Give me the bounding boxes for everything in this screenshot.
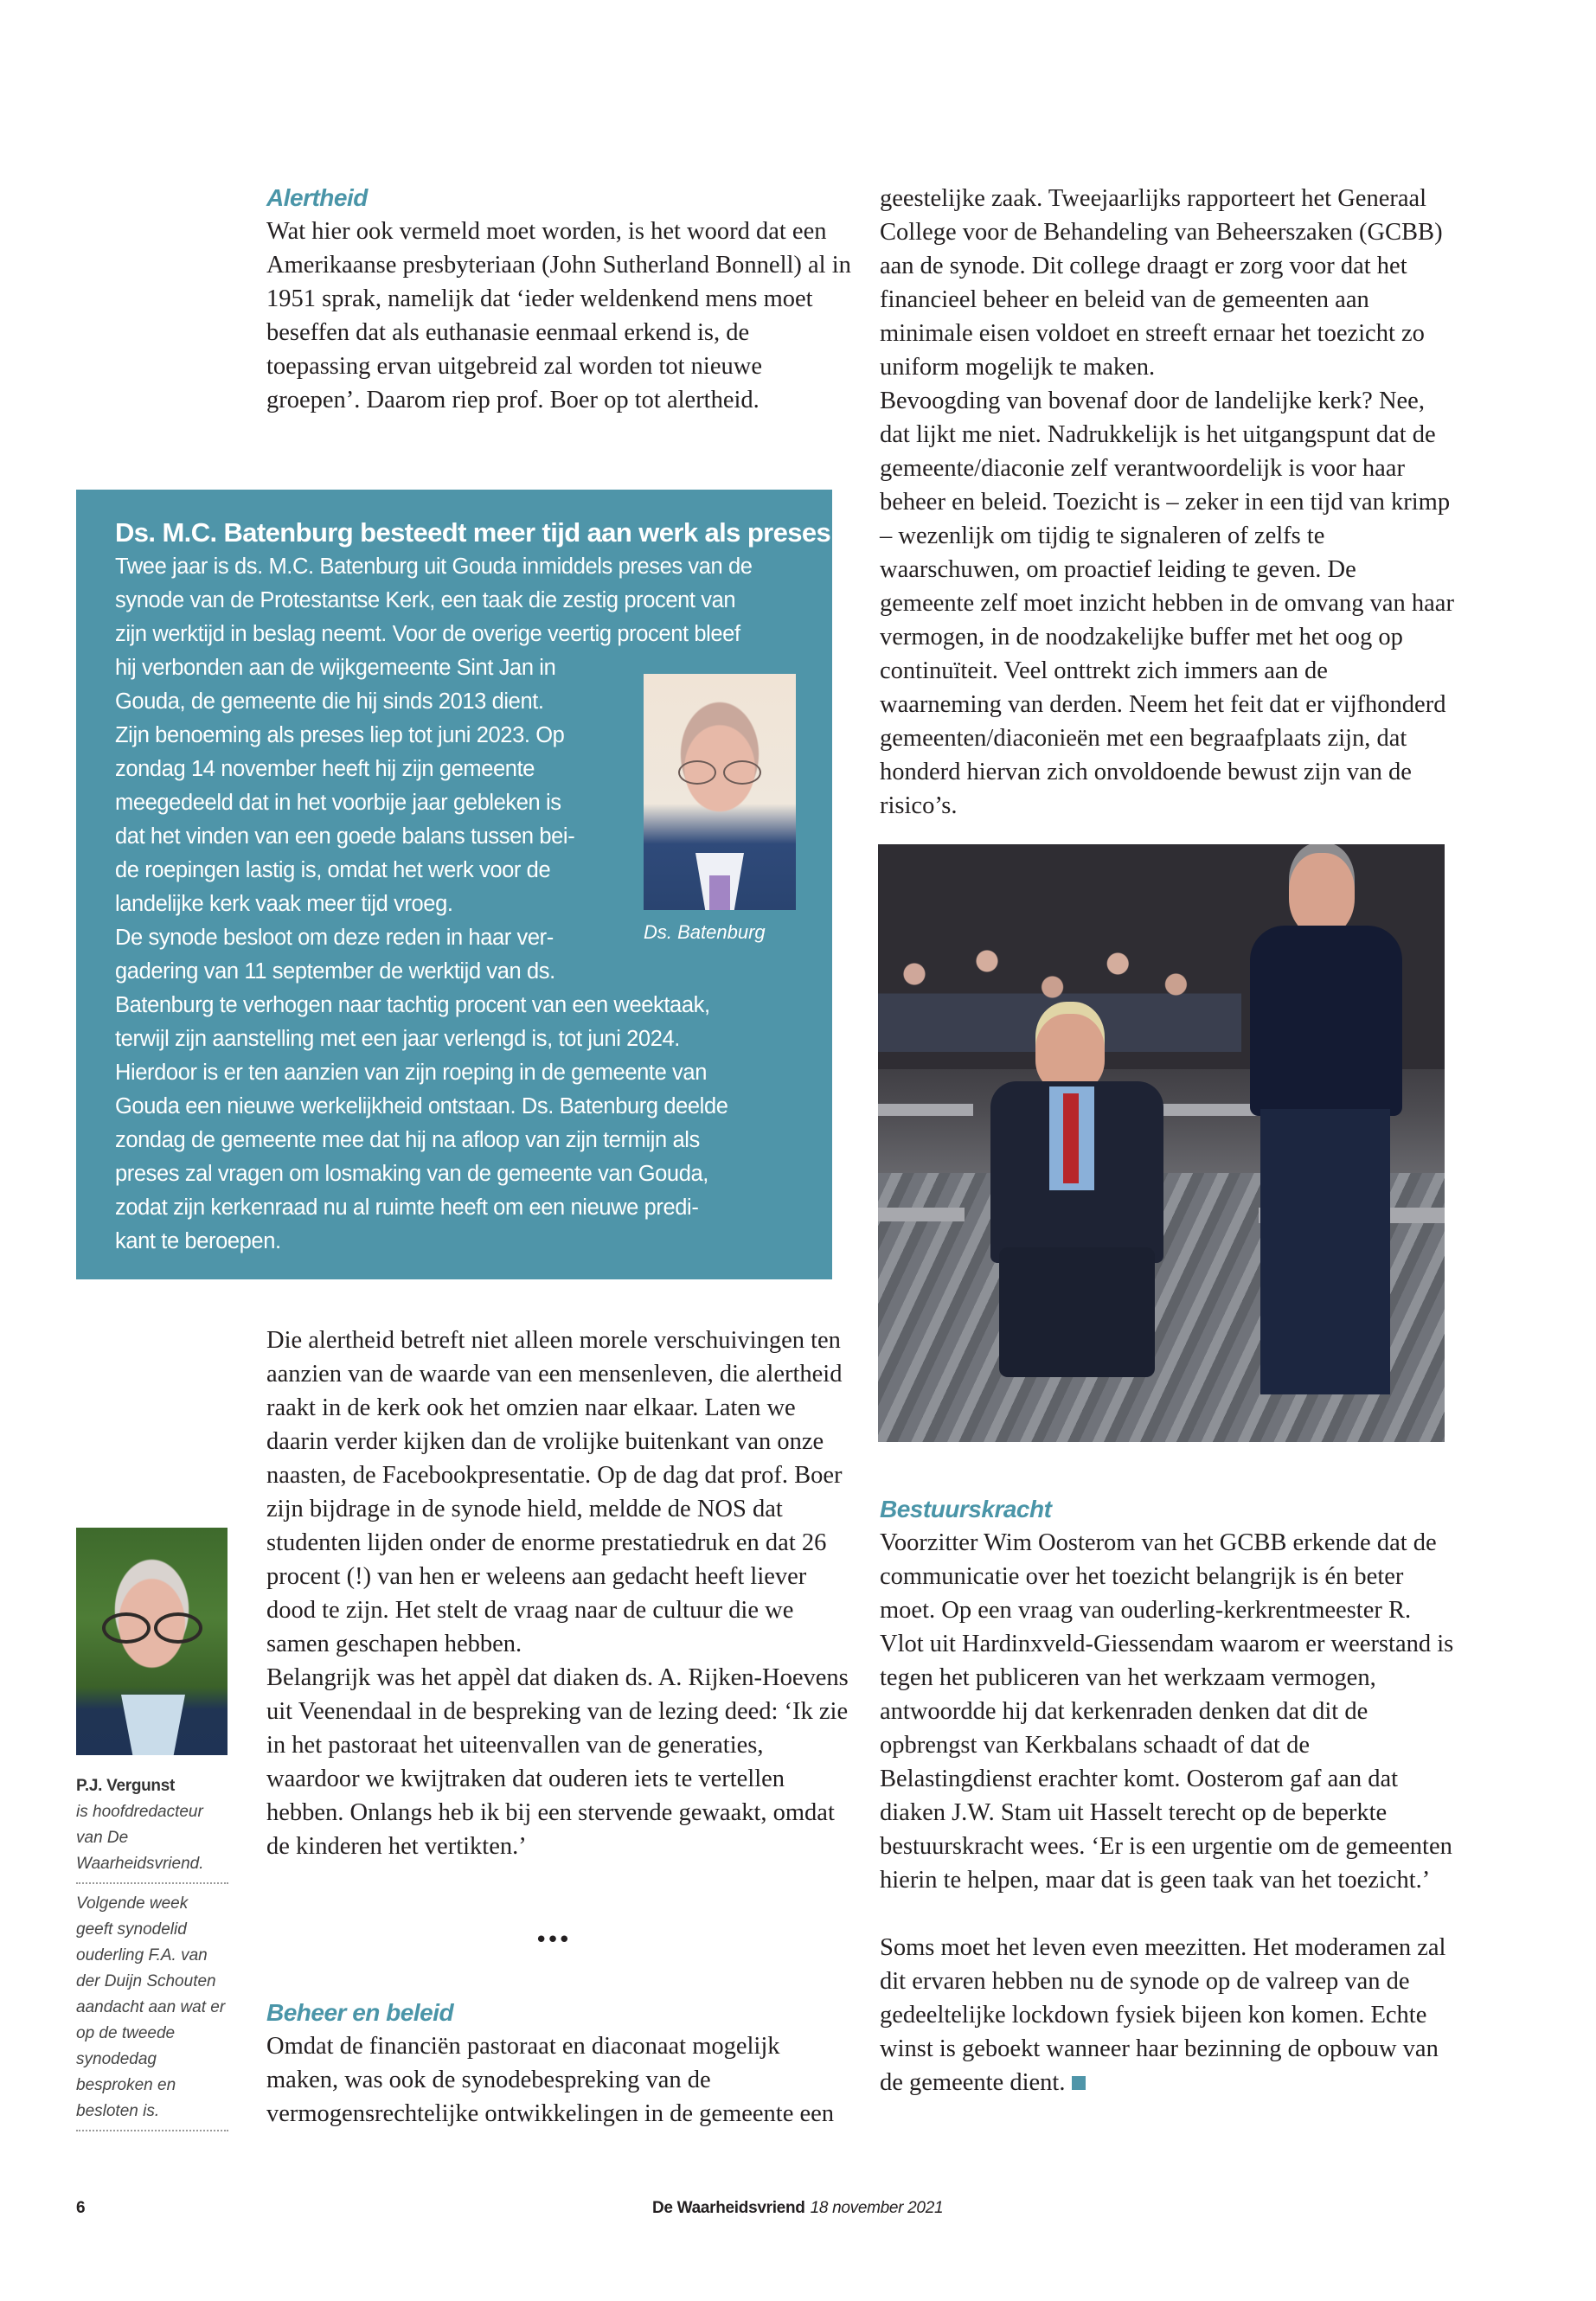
sidebar-line: zodat zijn kerkenraad nu al ruimte heeft om een nieuwe predi- — [115, 1195, 699, 1220]
subheading-alertheid: Alertheid — [266, 184, 368, 211]
sidebar-line: meegedeeld dat in het voorbije jaar gebleken is — [115, 791, 561, 815]
photo-head — [1289, 853, 1355, 936]
sidebar-line: kant te beroepen. — [115, 1229, 281, 1253]
sidebar-line: landelijke kerk vaak meer tijd vroeg. — [115, 892, 453, 916]
photo-legs — [1260, 1109, 1390, 1394]
synod-meeting-photo — [878, 844, 1445, 1442]
tie-shape — [709, 875, 730, 910]
dotted-divider — [76, 1882, 228, 1884]
sidebar-box-title: Ds. M.C. Batenburg besteedt meer tijd aan werk als preses — [115, 517, 831, 548]
subheading-beheer: Beheer en beleid — [266, 1999, 454, 2026]
sidebar-line: Batenburg te verhogen naar tachtig procent van een weektaak, — [115, 993, 710, 1017]
dotted-divider — [76, 2130, 228, 2131]
glasses-shape — [99, 1612, 206, 1638]
photo-table — [878, 1208, 965, 1221]
closing-text: Soms moet het leven even meezitten. Het moderamen zal dit ervaren hebben nu de synode op de valreep van de gedeeltelijke lockdown fysiek bijeen kon komen. Echte winst is geboekt wanneer haar bezinning de opbouw van de gemeente dient. — [880, 1934, 1446, 2096]
sidebar-line: Hierdoor is er ten aanzien van zijn roeping in de gemeente van — [115, 1061, 707, 1085]
author-bio: is hoofdredacteur van De Waarheidsvriend. — [76, 1803, 204, 1873]
author-portrait-photo — [76, 1528, 228, 1755]
sidebar-line: zondag de gemeente mee dat hij na afloop van zijn termijn als — [115, 1128, 700, 1152]
paragraph: Omdat de financiën pastoraat en diaconaat mogelijk maken, was ook de synodebespreking van de vermogensrechtelijke ontwikkelingen in de gemeente een — [266, 2033, 835, 2127]
article-column-right-bottom — [880, 1492, 1455, 2099]
article-column-left-bottom — [266, 1324, 855, 1863]
photo-head — [1035, 1014, 1105, 1092]
glasses-shape — [676, 760, 763, 783]
end-mark-square-icon — [1072, 2076, 1086, 2090]
photo-sweater — [1250, 926, 1402, 1116]
sidebar-line: Gouda, de gemeente die hij sinds 2013 dient. — [115, 689, 544, 714]
footer-publication — [652, 2199, 943, 2218]
sidebar-line: terwijl zijn aanstelling met een jaar verlengd is, tot juni 2024. — [115, 1027, 680, 1051]
page-number: 6 — [76, 2199, 86, 2217]
sidebar-line: zijn werktijd in beslag neemt. Voor de overige veertig procent bleef — [115, 622, 740, 646]
author-notes — [76, 1773, 228, 2138]
sidebar-line: Twee jaar is ds. M.C. Batenburg uit Gouda inmiddels preses van de — [115, 554, 753, 579]
photo-legs — [999, 1247, 1155, 1377]
sidebar-line: Gouda een nieuwe werkelijkheid ontstaan. Ds. Batenburg deelde — [115, 1094, 728, 1118]
photo-standing-man — [1241, 853, 1414, 1407]
publication-date: 18 november 2021 — [810, 2199, 944, 2217]
paragraph: geestelijke zaak. Tweejaarlijks rapporteert het Generaal College voor de Behandeling van Beheerszaken (GCBB) aan de synode. Dit college draagt er zorg voor dat het financieel beheer en beleid van de gemeenten aan minimale eisen voldoet en streeft ernaar het toezicht zo uniform mogelijk te maken. — [880, 185, 1443, 381]
batenburg-portrait-photo — [644, 674, 796, 910]
sidebar-line: hij verbonden aan de wijkgemeente Sint Jan in — [115, 656, 556, 680]
article-column-right-top — [880, 182, 1455, 823]
sidebar-box-batenburg — [76, 490, 832, 1279]
paragraph: Wat hier ook vermeld moet worden, is het woord dat een Amerikaanse presbyteriaan (John Sutherland Bonnell) al in 1951 sprak, namelijk dat ‘ieder weldenkend mens moet beseffen dat als euthanasie eenmaal erkend is, de toepassing ervan uitgebreid zal worden tot nieuwe groepen’. Daarom riep prof. Boer op tot alertheid. — [266, 218, 851, 413]
article-column-left-top — [266, 181, 855, 417]
section-separator: ••• — [535, 1927, 570, 1953]
sidebar-line: de roepingen lastig is, omdat het werk voor de — [115, 858, 551, 882]
sidebar-line: dat het vinden van een goede balans tussen bei- — [115, 824, 575, 849]
paragraph: Die alertheid betreft niet alleen morele verschuivingen ten aanzien van de waarde van een mensenleven, die alertheid raakt in de kerk ook het omzien naar elkaar. Laten we daarin verder kijken dan de vrolijke buitenkant van onze naasten, de Facebookpresentatie. Op de dag dat prof. Boer zijn bijdrage in de synode hield, meldde de NOS dat studenten lijden onder de enorme prestatiedruk en dat 26 procent (!) van hen er weleens aan gedacht heeft liever dood te zijn. Het stelt de vraag naar de cultuur die we samen geschapen hebben. — [266, 1327, 843, 1657]
sidebar-line: Zijn benoeming als preses liep tot juni 2023. Op — [115, 723, 565, 747]
photo-seated-man — [982, 1014, 1181, 1386]
sidebar-line: zondag 14 november heeft hij zijn gemeente — [115, 757, 535, 781]
sidebar-line: synode van de Protestantse Kerk, een taak die zestig procent van — [115, 588, 736, 612]
photo-table — [878, 1104, 973, 1116]
subheading-bestuurskracht: Bestuurskracht — [880, 1496, 1052, 1522]
photo-caption: Ds. Batenburg — [644, 921, 766, 943]
paragraph: Bevoogding van bovenaf door de landelijke kerk? Nee, dat lijkt me niet. Nadrukkelijk is het uitgangspunt dat de gemeente/diaconie zelf verantwoordelijk is voor haar beheer en beleid. Toezicht is – zeker in een tijd van krimp – wezenlijk om tijdig te signaleren of zelfs te waarschuwen, om proactief leiding te geven. De gemeente zelf moet inzicht hebben in de omvang van haar vermogen, in de noodzakelijke buffer met het oog op continuïteit. Veel onttrekt zich immers aan de waarneming van derden. Neem het feit dat er vijfhonderd gemeenten/diaconieën met een begraafplaats zijn, dat honderd hiervan zich onvoldoende bewust zijn van de risico’s. — [880, 388, 1454, 819]
photo-tie — [1063, 1093, 1079, 1183]
next-week-note: Volgende week geeft synodelid ouderling F.A. van der Duijn Schouten aandacht aan wat er op de tweede synodedag besproken en besloten is. — [76, 1894, 226, 2120]
paragraph-closing — [880, 1931, 1455, 2099]
article-column-left-beheer — [266, 1996, 855, 2131]
sidebar-line: preses zal vragen om losmaking van de gemeente van Gouda, — [115, 1162, 708, 1186]
sidebar-line: De synode besloot om deze reden in haar ver- — [115, 926, 554, 950]
paragraph: Voorzitter Wim Oosterom van het GCBB erkende dat de communicatie over het toezicht belangrijk is én beter moet. Op een vraag van ouderling-kerkrentmeester R. Vlot uit Hardinxveld-Giessendam waarom er weerstand is tegen het publiceren van het werkzaam vermogen, antwoordde hij dat kerkenraden denken dat dit de opbrengst van Kerkbalans schaadt of dat de Belastingdienst erachter komt. Oosterom gaf aan dat diaken J.W. Stam uit Hasselt terecht op de beperkte bestuurskracht wees. ‘Er is een urgentie om de gemeenten hierin te helpen, maar dat is geen taak van het toezicht.’ — [880, 1529, 1454, 1894]
paragraph: Belangrijk was het appèl dat diaken ds. A. Rijken-Hoevens uit Veenendaal in de bespreking van de lezing deed: ‘Ik zie in het pastoraat het uiteenvallen van de generaties, waardoor we kwijtraken dat ouderen iets te vertellen hebben. Onlangs heb ik bij een stervende gewaakt, omdat de kinderen het vertikten.’ — [266, 1664, 849, 1860]
shirt-shape — [121, 1695, 185, 1755]
author-name: P.J. Vergunst — [76, 1777, 176, 1795]
publication-name: De Waarheidsvriend — [652, 2199, 805, 2217]
sidebar-line: gadering van 11 september de werktijd van ds. — [115, 959, 555, 984]
